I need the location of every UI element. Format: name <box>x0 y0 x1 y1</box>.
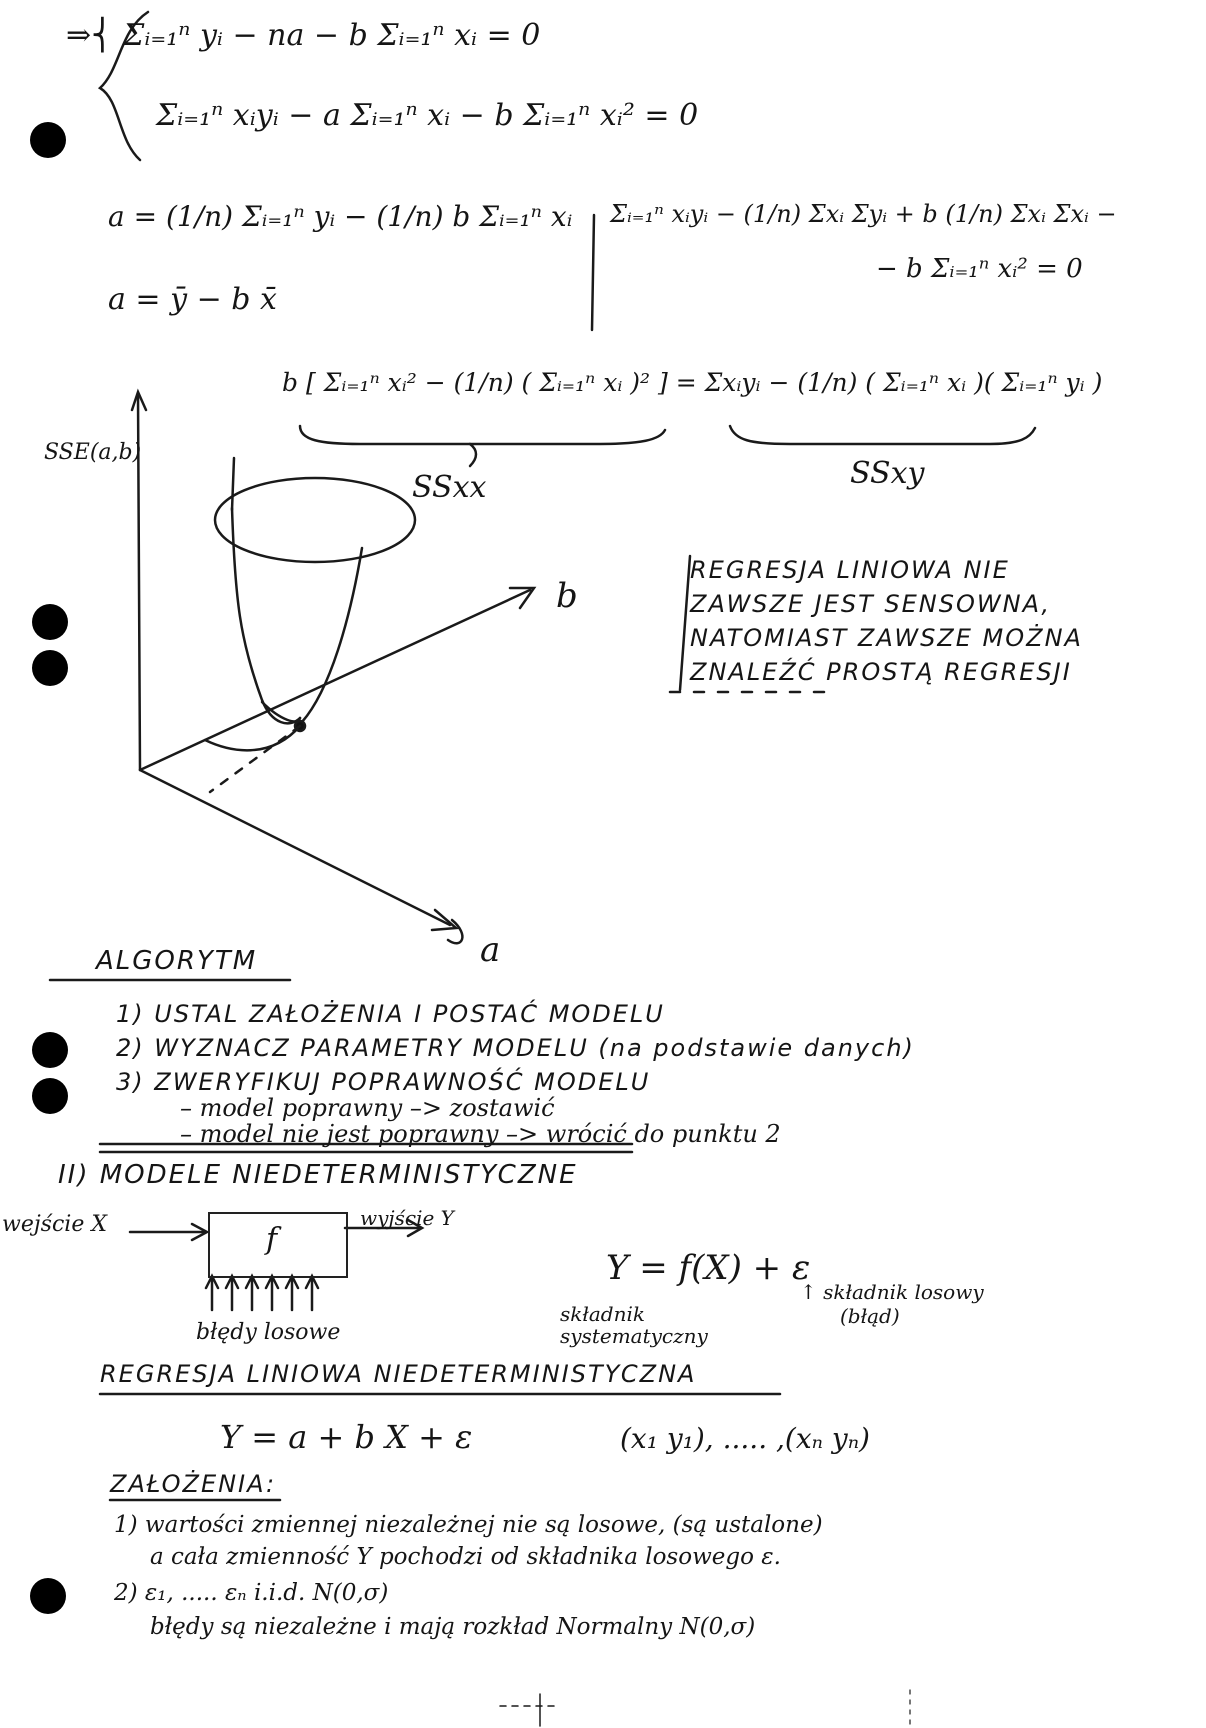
note-line-2: ZAWSZE JEST SENSOWNA, <box>690 590 1052 618</box>
random-component-label-1: ↑ składnik losowy <box>800 1280 984 1304</box>
system-block <box>208 1212 348 1278</box>
systematic-component-label-1: składnik <box>560 1302 645 1326</box>
algorithm-step-3a: – model poprawny –> zostawić <box>180 1094 555 1122</box>
algorithm-step-3b: – model nie jest poprawny –> wrócić do punktu 2 <box>180 1120 781 1148</box>
equation-substitution-line-2: − b Σᵢ₌₁ⁿ xᵢ² = 0 <box>876 254 1083 284</box>
systematic-component-label-2: systematyczny <box>560 1324 708 1348</box>
equation-system-line-2: Σᵢ₌₁ⁿ xᵢyᵢ − a Σᵢ₌₁ⁿ xᵢ − b Σᵢ₌₁ⁿ xᵢ² = 0 <box>156 98 699 133</box>
algorithm-step-1: 1) USTAL ZAŁOŻENIA I POSTAĆ MODELU <box>116 1000 665 1028</box>
nondeterministic-formula: Y = f(X) + ε <box>606 1248 811 1288</box>
diagram-output-label: wyjście Y <box>360 1206 454 1230</box>
note-line-3: NATOMIAST ZAWSZE MOŻNA <box>690 624 1083 652</box>
assumption-1: 1) wartości zmiennej niezależnej nie są losowe, (są ustalone) <box>114 1512 823 1538</box>
system-block-label: f <box>266 1222 278 1257</box>
plot-axis-label-a: a <box>480 930 501 970</box>
equation-a-result: a = ȳ − b x̄ <box>108 282 277 317</box>
assumption-2-continued: błędy są niezależne i mają rozkład Normalny N(0,σ) <box>150 1614 756 1640</box>
assumptions-title: ZAŁOŻENIA: <box>110 1470 277 1498</box>
equation-system-line-1: ⇒⎨ Σᵢ₌₁ⁿ yᵢ − na − b Σᵢ₌₁ⁿ xᵢ = 0 <box>66 18 541 53</box>
label-ssxy: SSxy <box>850 456 925 491</box>
regression-model: Y = a + b X + ε <box>220 1418 473 1456</box>
algorithm-step-2: 2) WYZNACZ PARAMETRY MODELU (na podstawie danych) <box>116 1034 915 1062</box>
equation-b: b [ Σᵢ₌₁ⁿ xᵢ² − (1/n) ( Σᵢ₌₁ⁿ xᵢ )² ] = Σxᵢyᵢ − (1/n) ( Σᵢ₌₁ⁿ xᵢ )( Σᵢ₌₁ⁿ yᵢ ) <box>282 368 1103 397</box>
equation-substitution-line-1: Σᵢ₌₁ⁿ xᵢyᵢ − (1/n) Σxᵢ Σyᵢ + b (1/n) Σxᵢ Σxᵢ − <box>610 200 1117 228</box>
plot-axis-label-b: b <box>556 576 578 616</box>
random-component-label-2: (błąd) <box>840 1304 900 1328</box>
algorithm-step-3: 3) ZWERYFIKUJ POPRAWNOŚĆ MODELU <box>116 1068 651 1096</box>
regression-sample-pairs: (x₁ y₁), ..... ,(xₙ yₙ) <box>620 1422 870 1455</box>
equation-a-derivation: a = (1/n) Σᵢ₌₁ⁿ yᵢ − (1/n) b Σᵢ₌₁ⁿ xᵢ <box>108 200 573 233</box>
section-2-title: II) MODELE NIEDETERMINISTYCZNE <box>58 1160 578 1190</box>
note-line-4: ZNALEŹĆ PROSTĄ REGRESJI <box>690 658 1072 686</box>
algorithm-title: ALGORYTM <box>96 946 258 976</box>
regression-title: REGRESJA LINIOWA NIEDETERMINISTYCZNA <box>100 1360 697 1388</box>
diagram-noise-label: błędy losowe <box>196 1320 341 1345</box>
note-line-1: REGRESJA LINIOWA NIE <box>690 556 1010 584</box>
plot-axis-label-sse: SSE(a,b) <box>44 440 142 465</box>
assumption-2: 2) ε₁, ..... εₙ i.i.d. N(0,σ) <box>114 1580 389 1606</box>
assumption-1-continued: a cała zmienność Y pochodzi od składnika losowego ε. <box>150 1544 781 1570</box>
diagram-input-label: wejście X <box>2 1212 107 1237</box>
label-ssxx: SSxx <box>412 470 487 505</box>
